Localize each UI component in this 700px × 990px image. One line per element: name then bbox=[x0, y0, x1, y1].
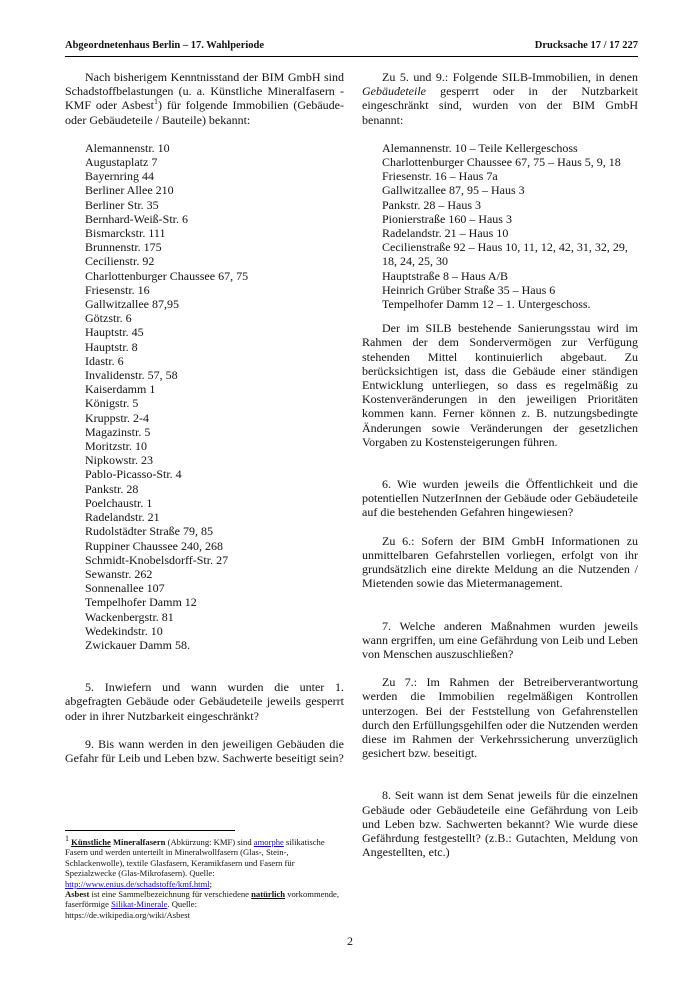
restricted-building-item: Pankstr. 28 – Haus 3 bbox=[382, 197, 481, 212]
address-item: Augustaplatz 7 bbox=[85, 155, 158, 170]
address-item: Götzstr. 6 bbox=[85, 311, 132, 326]
address-item: Berliner Str. 35 bbox=[85, 197, 159, 212]
address-item: Sonnenallee 107 bbox=[85, 581, 165, 596]
restricted-building-item: Charlottenburger Chaussee 67, 75 – Haus 5, 9, 18 bbox=[382, 155, 621, 170]
left-column bbox=[65, 70, 344, 765]
restricted-building-item: Gallwitzallee 87, 95 – Haus 3 bbox=[382, 183, 525, 198]
question-6: 6. Wie wurden jeweils die Öffentlichkeit und die potentiellen NutzerInnen der Gebäude oder Gebäudeteile auf die bestehenden Gefahren hingewiesen? bbox=[362, 477, 638, 520]
restricted-building-item: Hauptstraße 8 – Haus A/B bbox=[382, 268, 508, 283]
address-item: Friesenstr. 16 bbox=[85, 282, 150, 297]
restricted-building-item: Friesenstr. 16 – Haus 7a bbox=[382, 169, 498, 184]
restricted-building-item: Alemannenstr. 10 – Teile Kellergeschoss bbox=[382, 140, 578, 155]
address-item: Brunnenstr. 175 bbox=[85, 240, 162, 255]
page-number: 2 bbox=[347, 934, 353, 948]
restricted-building-item: Cecilienstraße 92 – Haus 10, 11, 12, 42, 31, 32, 29, 18, 24, 25, 30 bbox=[382, 240, 628, 269]
answer-7: Zu 7.: Im Rahmen der Betreiberverantwortung werden die Immobilien regelmäßigen Kontrollen unterzogen. Bei der Feststellung von Gefahrenstellen durch den Erfüllungsgehilfen oder die Nutzenden werden diese im Rahmen der Verkehrssicherung unverzüglich gesichert bzw. beseitigt. bbox=[362, 675, 638, 761]
question-5: 5. Inwiefern und wann wurden die unter 1. abgefragten Gebäude oder Gebäudeteile jeweils gesperrt oder in ihrer Nutzbarkeit eingeschränkt? bbox=[65, 680, 344, 723]
address-item: Moritzstr. 10 bbox=[85, 439, 147, 454]
address-item: Wedekindstr. 10 bbox=[85, 623, 163, 638]
address-item: Pankstr. 28 bbox=[85, 481, 139, 496]
answer-6: Zu 6.: Sofern der BIM GmbH Informationen zu unmittelbaren Gefahrstellen vorliegen, erfolgt von ihr grundsätzlich eine direkte Meldung an die Nutzenden / Mietenden sowie das Mietermanagement. bbox=[362, 533, 638, 591]
intro-paragraph: Nach bisherigem Kenntnisstand der BIM GmbH sind Schadstoffbelastungen (u. a. Künstliche Mineralfasern - KMF oder Asbest$^1$) für folgende Immobilien (Gebäude- oder Gebäudeteile / Bauteile) bekannt: bbox=[65, 70, 344, 127]
address-item: Zwickauer Damm 58. bbox=[85, 637, 190, 652]
address-item: Magazinstr. 5 bbox=[85, 424, 151, 439]
address-item: Bismarckstr. 111 bbox=[85, 226, 166, 241]
address-item: Berliner Allee 210 bbox=[85, 183, 174, 198]
address-item: Gallwitzallee 87,95 bbox=[85, 297, 179, 312]
link-amorphe[interactable]: amorphe bbox=[253, 837, 284, 847]
address-item: Tempelhofer Damm 12 bbox=[85, 595, 197, 610]
address-item: Radelandstr. 21 bbox=[85, 510, 160, 525]
address-item: Wackenbergstr. 81 bbox=[85, 609, 174, 624]
address-item: Nipkowstr. 23 bbox=[85, 453, 154, 468]
restricted-building-item: Tempelhofer Damm 12 – 1. Untergeschoss. bbox=[382, 297, 591, 312]
header-document-number: Drucksache 17 / 17 227 bbox=[534, 40, 638, 51]
address-list bbox=[65, 141, 344, 652]
restricted-building-item: Heinrich Grüber Straße 35 – Haus 6 bbox=[382, 282, 556, 297]
page-header bbox=[65, 40, 638, 56]
link-kmf-source[interactable]: http://www.enius.de/schadstoffe/kmf.html bbox=[65, 878, 210, 889]
footnote-asbest: Asbest ist eine Sammelbezeichnung für verschiedene natürlich vorkommende, faserförmige Silikat-Minerale. Quelle: https://de.wikipedia.org/wiki/Asbest bbox=[65, 889, 340, 920]
header-rule bbox=[65, 56, 638, 57]
address-item: Königstr. 5 bbox=[85, 396, 139, 411]
question-7: 7. Welche anderen Maßnahmen wurden jeweils wann ergriffen, um eine Gefährdung von Leib und Leben von Menschen auszuschließen? bbox=[362, 618, 638, 661]
address-item: Idastr. 6 bbox=[85, 353, 124, 368]
question-9: 9. Bis wann werden in den jeweiligen Gebäuden die Gefahr für Leib und Leben bzw. Sachwerte beseitigt sein? bbox=[65, 736, 344, 765]
address-item: Alemannenstr. 10 bbox=[85, 140, 170, 155]
footnote-rule bbox=[65, 830, 235, 831]
address-item: Kruppstr. 2-4 bbox=[85, 410, 149, 425]
question-8: 8. Seit wann ist dem Senat jeweils für die einzelnen Gebäude oder Gebäudeteile eine Gefährdung von Leib und Leben bzw. Sachwerten bekannt? Wie wurde diese Gefährdung festgestellt? (z.B.: Gutachten, Meldung von Angestellten, etc.) bbox=[362, 788, 638, 860]
address-item: Poelchaustr. 1 bbox=[85, 495, 153, 510]
asbest-source-url: https://de.wikipedia.org/wiki/Asbest bbox=[65, 909, 190, 920]
address-item: Bayernring 44 bbox=[85, 169, 154, 184]
address-item: Cecilienstr. 92 bbox=[85, 254, 155, 269]
address-item: Bernhard-Weiß-Str. 6 bbox=[85, 211, 189, 226]
renovation-backlog-paragraph: Der im SILB bestehende Sanierungsstau wird im Rahmen der dem Sondervermögen zur Verfügung stehenden Mittel kontinuierlich abgebaut. Zu berücksichtigen ist, dass die Gebäude einer ständigen Entwicklung unterliegen, so dass es regelmäßig zu Kostenveränderungen in den jeweiligen Prioritäten kommen kann. Ferner können z. B. nutzungsbedingte Änderungen sowie Veränderungen der gesetzlichen Vorgaben zu Kostensteigerungen führen. bbox=[362, 321, 638, 449]
header-title: Abgeordnetenhaus Berlin – 17. Wahlperiode bbox=[65, 40, 265, 51]
address-item: Charlottenburger Chaussee 67, 75 bbox=[85, 268, 249, 283]
restricted-building-item: Radelandstr. 21 – Haus 10 bbox=[382, 226, 509, 241]
restricted-buildings-list bbox=[362, 141, 638, 311]
address-item: Pablo-Picasso-Str. 4 bbox=[85, 467, 182, 482]
address-item: Invalidenstr. 57, 58 bbox=[85, 368, 178, 383]
address-item: Kaiserdamm 1 bbox=[85, 382, 156, 397]
address-item: Hauptstr. 8 bbox=[85, 339, 138, 354]
link-silikat-minerale[interactable]: Silikat-Minerale bbox=[111, 899, 168, 910]
address-item: Schmidt-Knobelsdorff-Str. 27 bbox=[85, 552, 229, 567]
address-item: Hauptstr. 45 bbox=[85, 325, 144, 340]
address-item: Rudolstädter Straße 79, 85 bbox=[85, 524, 213, 539]
answer-5-9: Zu 5. und 9.: Folgende SILB-Immobilien, in denen Gebäudeteile gesperrt oder in der Nutzbarkeit eingeschränkt sind, wurden von der BIM GmbH benannt: bbox=[362, 70, 638, 127]
right-column bbox=[362, 70, 638, 859]
footnote-kmf: $^1$ Künstliche Mineralfasern (Abkürzung: KMF) sind amorphe silikatische Fasern und werden unterteilt in Mineralwollfasern (Glas-, Stein-, Schlackenwolle), textile Glasfasern, Keramikfasern und Fasern für Spezialzwecke (Glas-Mikrofasern). Quelle: http://www.enius.de/schadstoffe/kmf.html; bbox=[65, 834, 325, 889]
address-item: Ruppiner Chaussee 240, 268 bbox=[85, 538, 223, 553]
restricted-building-item: Pionierstraße 160 – Haus 3 bbox=[382, 211, 512, 226]
address-item: Sewanstr. 262 bbox=[85, 566, 153, 581]
footnote bbox=[65, 834, 345, 920]
footnote-ref[interactable]: 1 bbox=[154, 97, 159, 107]
